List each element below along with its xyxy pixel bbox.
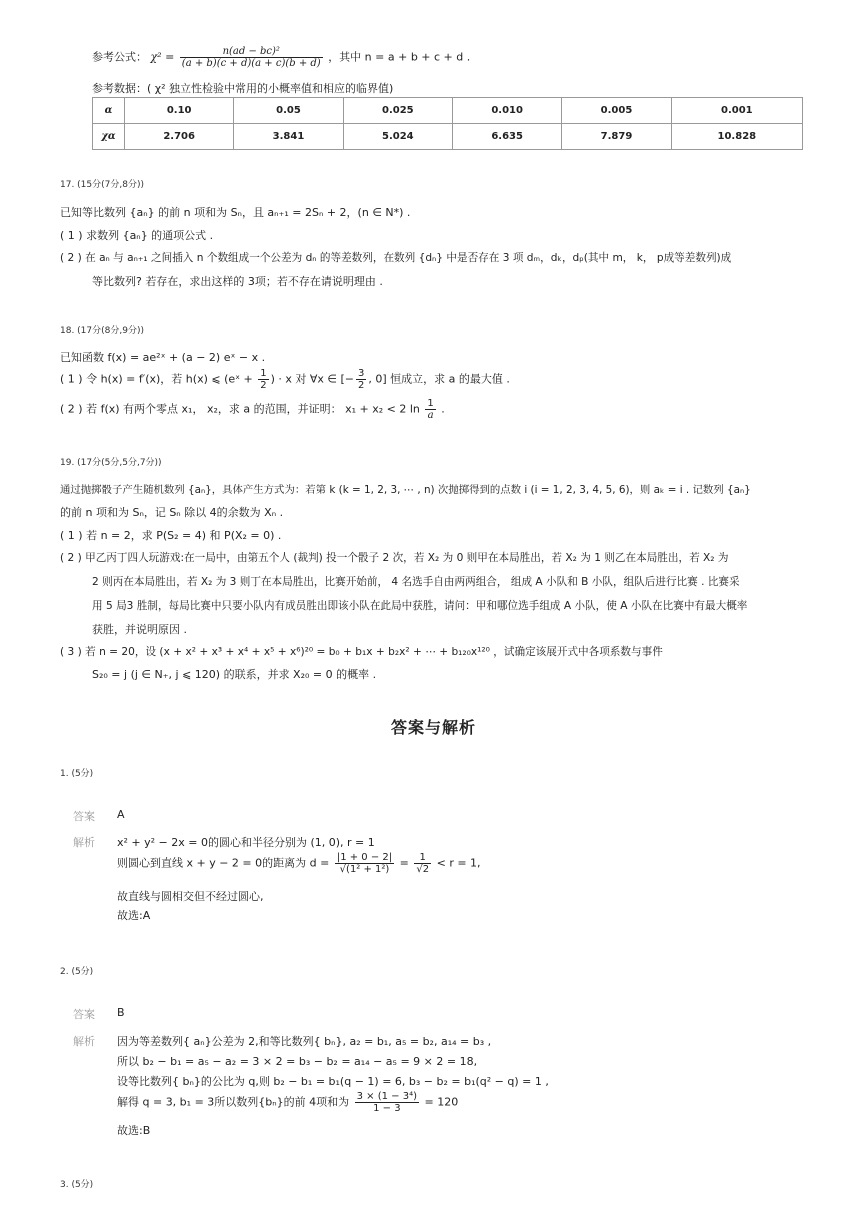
question-18-part-1 [60, 368, 510, 391]
frac-num: 1 [414, 852, 431, 864]
frac-num: 1 [427, 398, 434, 409]
table-cell: 7.879 [562, 124, 671, 150]
a1-l2-text-c: < r = 1, [433, 856, 481, 870]
table-cell: 0.001 [671, 98, 802, 124]
answers-section-title: 答案与解析 [390, 718, 476, 737]
table-row [93, 124, 803, 150]
a2-l4-text-a: 解得 q = 3, b₁ = 3所以数列{bₙ}的前 4项和为 [117, 1095, 353, 1109]
frac-den: 2 [260, 380, 267, 391]
table-cell: 0.010 [452, 98, 561, 124]
answer-1-exp-line-2 [117, 852, 481, 875]
answer-1-exp-line-3: 故直线与圆相交但不经过圆心, [117, 890, 264, 903]
answer-2-exp-line-4 [117, 1091, 458, 1114]
table-cell: 0.025 [343, 98, 452, 124]
question-18-header: 18. (17分(8分,9分)) [60, 326, 144, 336]
answer-2-exp-line-2: 所以 b₂ − b₁ = a₅ − a₂ = 3 × 2 = b₃ − b₂ = a₁₄ − a₅ = 9 × 2 = 18, [117, 1055, 478, 1068]
question-17-header: 17. (15分(7分,8分)) [60, 180, 144, 190]
answer-1-answer-value: A [117, 808, 125, 821]
a1-l2-text-b: = [396, 856, 413, 870]
table-cell: 2.706 [125, 124, 234, 150]
frac-den: 2 [358, 380, 365, 391]
question-19-stem-2: 的前 n 项和为 Sₙ，记 Sₙ 除以 4的余数为 Xₙ . [60, 506, 284, 519]
frac-den: 1 − 3 [373, 1103, 401, 1114]
q18-p1-frac [258, 368, 268, 391]
critical-value-table [92, 97, 803, 150]
q18-p1-text-b: ) · x 对 ∀x ∈ [− [270, 372, 355, 386]
q18-p1-frac2 [356, 368, 366, 391]
question-19-part-2-cont-2: 用 5 局3 胜制，每局比赛中只要小队内有成员胜出即该小队在此局中获胜，请问：甲和哪位选手组成 A 小队，使 A 小队在比赛中有最大概率 [92, 600, 748, 612]
answer-1-exp-line-4: 故选:A [117, 909, 151, 922]
question-18-part-2 [60, 398, 445, 421]
question-17-part-2: ( 2 ) 在 aₙ 与 aₙ₊₁ 之间插入 n 个数组成一个公差为 dₙ 的等差数列，在数列 {dₙ} 中是否存在 3 项 dₘ，dₖ，dₚ(其中 m， k， p成等差数列)成 [60, 252, 732, 264]
table-cell: 5.024 [343, 124, 452, 150]
answer-3-header: 3. (5分) [60, 1180, 94, 1190]
answer-2-exp-line-1: 因为等差数列{ aₙ}公差为 2,和等比数列{ bₙ}, a₂ = b₁, a₅ = b₂, a₁₄ = b₃ , [117, 1035, 492, 1048]
question-19-part-2-cont-1: 2 则丙在本局胜出，若 X₂ 为 3 则丁在本局胜出，比赛开始前， 4 名选手自由两两组合， 组成 A 小队和 B 小队，组队后进行比赛 . 比赛采 [92, 576, 740, 588]
chi-square-numerator: n(ad − bc)² [180, 46, 323, 58]
question-17-stem: 已知等比数列 {aₙ} 的前 n 项和为 Sₙ，且 aₙ₊₁ = 2Sₙ + 2，(n ∈ N*) . [60, 206, 411, 219]
frac-num: 3 [358, 368, 365, 379]
question-18-stem: 已知函数 f(x) = ae²ˣ + (a − 2) eˣ − x . [60, 351, 266, 364]
a1-l2-text-a: 则圆心到直线 x + y − 2 = 0的距离为 d = [117, 856, 333, 870]
q18-p2-text-a: ( 2 ) 若 f(x) 有两个零点 x₁， x₂，求 a 的范围，并证明： x₁ + x₂ < 2 ln [60, 402, 424, 416]
frac-num: 3 × (1 − 3⁴) [356, 1091, 418, 1102]
chi-square-lhs: χ² = [150, 50, 178, 64]
question-19-part-3: ( 3 ) 若 n = 20，设 (x + x² + x³ + x⁴ + x⁵ + x⁶)²⁰ = b₀ + b₁x + b₂x² + ⋯ + b₁₂₀x¹²⁰ ，试确定该展开式中各项系数与事件 [60, 646, 663, 658]
table-cell: 0.10 [125, 98, 234, 124]
frac-num: |1 + 0 − 2| [336, 852, 393, 863]
a1-l2-frac2 [414, 852, 431, 875]
chi-square-fraction [180, 46, 323, 69]
frac-den: √(1² + 1²) [339, 864, 390, 875]
table-cell: 6.635 [452, 124, 561, 150]
table-cell: 3.841 [234, 124, 343, 150]
question-17-part-2-cont: 等比数列? 若存在，求出这样的 3项；若不存在请说明理由 . [92, 275, 383, 288]
question-19-part-3-cont: S₂₀ = j (j ∈ N₊, j ⩽ 120) 的联系，并求 X₂₀ = 0 的概率 . [92, 668, 377, 681]
q18-p1-text-a: ( 1 ) 令 h(x) = f′(x)，若 h(x) ⩽ (eˣ + [60, 372, 257, 386]
table-cell: α [93, 98, 125, 124]
question-19-part-1: ( 1 ) 若 n = 2，求 P(S₂ = 4) 和 P(X₂ = 0) . [60, 529, 282, 542]
q18-p1-text-c: , 0] 恒成立，求 a 的最大值 . [368, 372, 510, 386]
answer-1-exp-line-1: x² + y² − 2x = 0的圆心和半径分别为 (1, 0), r = 1 [117, 836, 375, 849]
question-19-part-2-cont-3: 获胜，并说明原因 . [92, 623, 187, 636]
chi-square-tail: ，其中 n = a + b + c + d . [328, 50, 471, 64]
answer-2-header: 2. (5分) [60, 967, 94, 977]
answer-1-header: 1. (5分) [60, 769, 94, 779]
a2-l4-text-b: = 120 [421, 1095, 459, 1109]
chi-square-denominator: (a + b)(c + d)(a + c)(b + d) [181, 58, 321, 69]
table-cell: 0.05 [234, 98, 343, 124]
answer-2-explanation-label: 解析 [73, 1035, 95, 1048]
answer-1-explanation-label: 解析 [73, 836, 95, 849]
question-19-part-2: ( 2 ) 甲乙丙丁四人玩游戏:在一局中，由第五个人 (裁判) 投一个骰子 2 次，若 X₂ 为 0 则甲在本局胜出，若 X₂ 为 1 则乙在本局胜出，若 X₂ 为 [60, 552, 729, 564]
frac-den: √2 [416, 864, 430, 875]
answer-2-exp-line-3: 设等比数列{ bₙ}的公比为 q,则 b₂ − b₁ = b₁(q − 1) = 6, b₃ − b₂ = b₁(q² − q) = 1 , [117, 1075, 549, 1088]
frac-den: a [427, 410, 434, 421]
question-19-stem-1: 通过抛掷骰子产生随机数列 {aₙ}，具体产生方式为：若第 k (k = 1, 2, 3, ⋯ , n) 次抛掷得到的点数 i (i = 1, 2, 3, 4, 5, 6)，则 aₖ = i . 记数列 {aₙ} [60, 484, 751, 496]
a2-l4-frac [355, 1091, 419, 1114]
table-cell: 0.005 [562, 98, 671, 124]
q18-p2-frac [425, 398, 435, 421]
reference-formula-label: 参考公式： [92, 50, 147, 64]
q18-p2-text-b: . [437, 402, 445, 416]
table-row [93, 98, 803, 124]
reference-formula [92, 46, 470, 69]
a1-l2-frac [335, 852, 394, 875]
table-cell: 10.828 [671, 124, 802, 150]
question-17-part-1: ( 1 ) 求数列 {aₙ} 的通项公式 . [60, 229, 214, 242]
answer-2-answer-value: B [117, 1006, 125, 1019]
answer-1-answer-label: 答案 [73, 810, 95, 823]
question-19-header: 19. (17分(5分,5分,7分)) [60, 458, 162, 468]
answer-2-answer-label: 答案 [73, 1008, 95, 1021]
reference-data-label: 参考数据：( χ² 独立性检验中常用的小概率值和相应的临界值) [92, 82, 394, 95]
frac-num: 1 [260, 368, 267, 379]
table-cell: χα [93, 124, 125, 150]
answer-2-exp-line-5: 故选:B [117, 1124, 151, 1137]
